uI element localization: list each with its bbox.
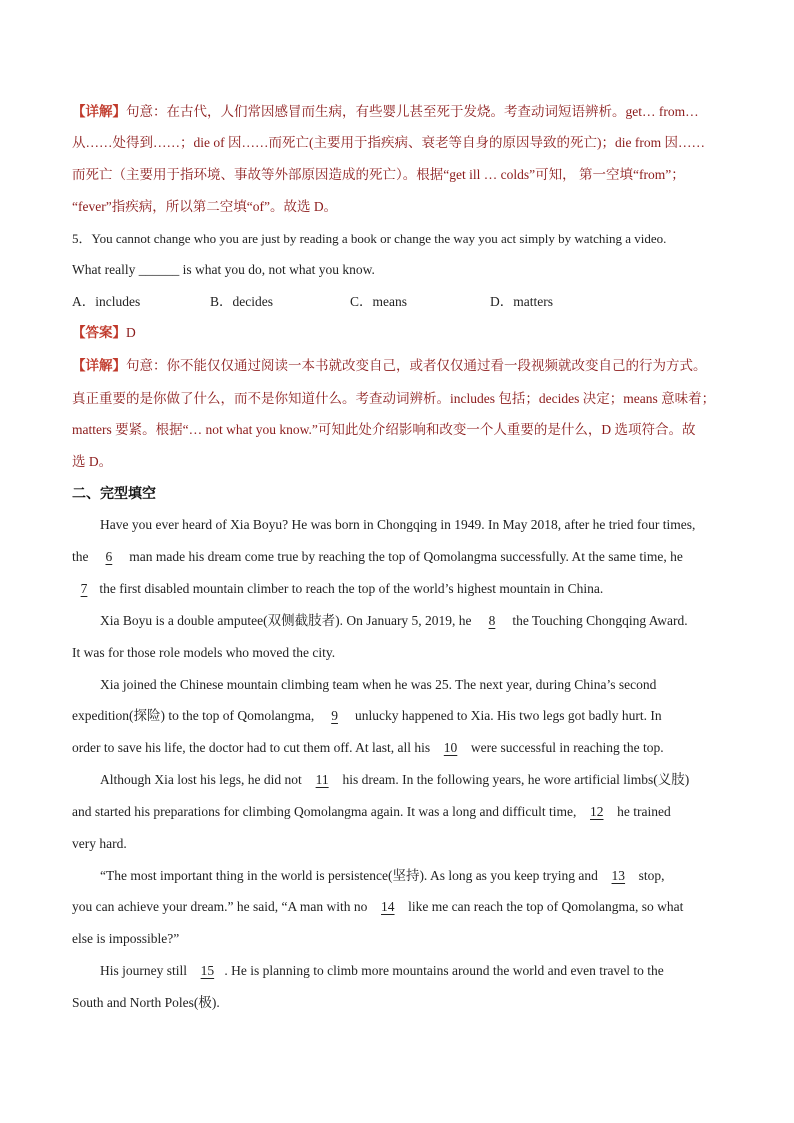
q5-detail-line-3: matters 要紧。根据“… not what you know.”可知此处介绍影响和改变一个人重要的是什么，D 选项符合。故: [72, 422, 696, 437]
q4-detail-text-1: 句意：在古代，人们常因感冒而生病，有些婴儿甚至死于发烧。考查动词短语辨析。get… from…: [126, 104, 699, 119]
passage-p4-line-3: very hard.: [72, 836, 127, 851]
passage-p1-line-1: Have you ever heard of Xia Boyu? He was born in Chongqing in 1949. In May 2018, after he tried four times,: [100, 517, 696, 532]
q4-detail-line-1: [72, 103, 699, 121]
text: Xia Boyu is a double amputee(双侧截肢者). On January 5, 2019, he: [100, 613, 472, 628]
passage-p6-line-1: [100, 962, 664, 980]
q5-stem-text-a: What really: [72, 262, 136, 277]
text: he trained: [617, 804, 671, 819]
q5-detail-line-1: [72, 357, 707, 375]
q4-detail-line-2: 从……处得到……；die of 因……而死亡(主要用于指疾病、衰老等自身的原因导致的死亡)；die from 因……: [72, 135, 705, 150]
passage-p1-line-2: [72, 548, 683, 566]
text: the Touching Chongqing Award.: [512, 613, 688, 628]
blank-9: 9: [331, 708, 338, 723]
q5-detail-text-1: 句意：你不能仅仅通过阅读一本书就改变自己，或者仅仅通过看一段视频就改变自己的行为方式。: [126, 358, 707, 373]
text: like me can reach the top of Qomolangma, so what: [408, 899, 684, 914]
q4-detail-line-4: “fever”指疾病，所以第二空填“of”。故选 D。: [72, 199, 338, 214]
q5-options: [72, 293, 553, 311]
text: were successful in reaching the top.: [470, 740, 664, 755]
passage-p3-line-2: [72, 707, 662, 725]
passage-p2-line-2: It was for those role models who moved the city.: [72, 645, 336, 660]
passage-p6-line-2: South and North Poles(极).: [72, 995, 220, 1010]
text: and started his preparations for climbing Qomolangma again. It was a long and difficult time,: [72, 804, 577, 819]
passage-p5-line-3: else is impossible?”: [72, 931, 180, 946]
passage-p4-line-2: [72, 803, 671, 821]
q5-stem-line-1: 5．You cannot change who you are just by reading a book or change the way you act simply by watching a video.: [72, 231, 667, 246]
q5-detail-line-2: 真正重要的是你做了什么，而不是你知道什么。考查动词辨析。includes 包括；decides 决定；means 意味着；: [72, 391, 716, 406]
text: his dream. In the following years, he wore artificial limbs(义肢): [342, 772, 690, 787]
passage-p5-line-1: [100, 867, 665, 885]
detail-tag: 【详解】: [72, 358, 126, 373]
text: unlucky happened to Xia. His two legs got badly hurt. In: [354, 708, 662, 723]
blank-13: 13: [611, 868, 626, 883]
answer-value: D: [126, 325, 136, 340]
option-b: B．decides: [210, 294, 273, 309]
text: the first disabled mountain climber to reach the top of the world’s highest mountain in China.: [99, 581, 604, 596]
q5-detail-line-4: 选 D。: [72, 454, 113, 469]
text: . He is planning to climb more mountains around the world and even travel to the: [224, 963, 664, 978]
q5-answer-line: [72, 324, 136, 342]
detail-tag: 【详解】: [72, 104, 126, 119]
text: stop,: [638, 868, 665, 883]
text: order to save his life, the doctor had to cut them off. At last, all his: [72, 740, 431, 755]
text: “The most important thing in the world is persistence(坚持). As long as you keep trying and: [100, 868, 598, 883]
q5-blank: ______: [138, 262, 180, 277]
option-a: A．includes: [72, 294, 141, 309]
blank-14: 14: [381, 899, 395, 914]
text: man made his dream come true by reaching the top of Qomolangma successfully. At the same time, he: [129, 549, 683, 564]
section-title: 二、完型填空: [72, 486, 156, 502]
blank-6: 6: [105, 549, 113, 564]
passage-p3-line-1: Xia joined the Chinese mountain climbing team when he was 25. The next year, during China’s second: [100, 677, 657, 692]
blank-11: 11: [315, 772, 329, 787]
blank-15: 15: [200, 963, 215, 978]
text: you can achieve your dream.” he said, “A man with no: [72, 899, 368, 914]
passage-p5-line-2: [72, 898, 683, 916]
answer-tag: 【答案】: [72, 325, 126, 340]
option-d: D．matters: [490, 294, 553, 309]
blank-10: 10: [443, 740, 458, 755]
blank-7: 7: [80, 581, 88, 596]
option-c: C．means: [350, 294, 407, 309]
text: His journey still: [100, 963, 187, 978]
blank-8: 8: [488, 613, 496, 628]
q5-stem-line-2: [72, 261, 375, 279]
passage-p2-line-1: [100, 612, 688, 630]
text: Although Xia lost his legs, he did not: [100, 772, 302, 787]
passage-p4-line-1: [100, 771, 689, 789]
passage-p1-line-3: [72, 580, 603, 598]
q4-detail-line-3: 而死亡（主要用于指环境、事故等外部原因造成的死亡）。根据“get ill … colds”可知， 第一空填“from”；: [72, 167, 685, 182]
blank-12: 12: [590, 804, 604, 819]
q5-stem-text-b: is what you do, not what you know.: [182, 262, 375, 277]
text: expedition(探险) to the top of Qomolangma,: [72, 708, 315, 723]
text: the: [72, 549, 89, 564]
passage-p3-line-3: [72, 739, 664, 757]
